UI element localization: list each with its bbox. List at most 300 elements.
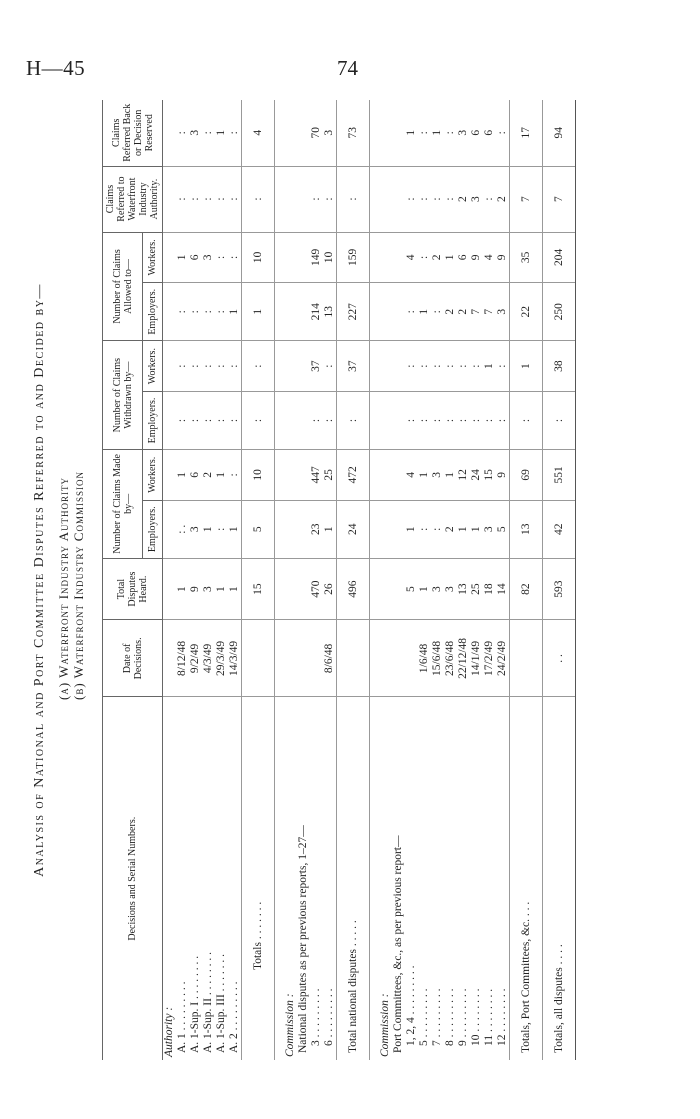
cell-withdrawn-employers: : — [189, 391, 202, 449]
cell-allowed-workers — [370, 232, 380, 283]
cell-total: 13 — [457, 558, 470, 620]
cell-withdrawn-employers: : — [496, 391, 510, 449]
cell-total: 5 — [405, 558, 418, 620]
cell-withdrawn-employers: : — [418, 391, 431, 449]
cell-made-workers: 1 — [444, 450, 457, 501]
header-allowed-employers: Employers. — [143, 283, 163, 341]
cell-made-workers — [163, 450, 177, 501]
header-made-employers: Employers. — [143, 500, 163, 558]
cell-withdrawn-employers — [275, 391, 285, 449]
cell-referred: : — [337, 166, 370, 232]
cell-withdrawn-employers — [379, 391, 392, 449]
cell-decision — [370, 697, 380, 1060]
subtitle-commission: (b) Waterfront Industry Commission — [71, 471, 86, 700]
table-total-row — [510, 100, 543, 1060]
cell-made-employers: 3 — [189, 500, 202, 558]
cell-allowed-employers: : — [215, 283, 228, 341]
cell-back: 3 — [457, 100, 470, 166]
cell-allowed-workers — [379, 232, 392, 283]
cell-withdrawn-workers — [284, 341, 297, 392]
cell-allowed-employers: 22 — [510, 283, 543, 341]
cell-withdrawn-workers: : — [496, 341, 510, 392]
cell-made-workers: 69 — [510, 450, 543, 501]
cell-total: 1 — [418, 558, 431, 620]
cell-total: 470 — [310, 558, 323, 620]
cell-withdrawn-workers — [275, 341, 285, 392]
section-heading-row — [379, 100, 392, 1060]
cell-date — [392, 620, 405, 697]
cell-withdrawn-employers: : — [444, 391, 457, 449]
cell-total — [284, 558, 297, 620]
cell-date: 29/3/49 — [215, 620, 228, 697]
table-row — [323, 100, 337, 1060]
cell-withdrawn-employers: : — [323, 391, 337, 449]
spacer-row — [370, 100, 380, 1060]
cell-total: 496 — [337, 558, 370, 620]
cell-total: 3 — [202, 558, 215, 620]
cell-decision: 6 . . . . . . . . . — [323, 988, 335, 1046]
table-row — [444, 100, 457, 1060]
cell-made-employers: 5 — [242, 500, 275, 558]
cell-withdrawn-employers: : — [510, 391, 543, 449]
cell-decision: 9 . . . . . . . . . — [457, 988, 469, 1046]
cell-date: 14/1/49 — [470, 620, 483, 697]
cell-allowed-workers: 10 — [242, 232, 275, 283]
cell-decision: Commission : — [284, 993, 296, 1057]
cell-made-employers: 24 — [337, 500, 370, 558]
cell-withdrawn-workers: : — [418, 341, 431, 392]
cell-withdrawn-employers: : — [457, 391, 470, 449]
cell-date: 17/2/49 — [483, 620, 496, 697]
table-row — [496, 100, 510, 1060]
cell-date: 4/3/49 — [202, 620, 215, 697]
cell-withdrawn-workers: 37 — [310, 341, 323, 392]
section-heading-row — [284, 100, 297, 1060]
cell-withdrawn-employers — [297, 391, 310, 449]
cell-back: : — [176, 100, 189, 166]
cell-total: 18 — [483, 558, 496, 620]
cell-made-employers: 23 — [310, 500, 323, 558]
cell-withdrawn-employers: : — [470, 391, 483, 449]
cell-made-workers: 4 — [405, 450, 418, 501]
cell-date: 15/6/48 — [431, 620, 444, 697]
spacer-row — [275, 100, 285, 1060]
cell-total: 25 — [470, 558, 483, 620]
cell-date: 1/6/48 — [418, 620, 431, 697]
cell-withdrawn-employers — [284, 391, 297, 449]
cell-made-employers: 13 — [510, 500, 543, 558]
cell-date — [297, 620, 310, 697]
cell-made-employers: 1 — [228, 500, 242, 558]
cell-total: 82 — [510, 558, 543, 620]
cell-total: 593 — [543, 558, 576, 620]
cell-made-workers: 472 — [337, 450, 370, 501]
cell-withdrawn-workers: : — [215, 341, 228, 392]
cell-withdrawn-employers — [392, 391, 405, 449]
cell-withdrawn-employers: : — [405, 391, 418, 449]
cell-total — [163, 558, 177, 620]
cell-date — [310, 620, 323, 697]
cell-made-employers: 42 — [543, 500, 576, 558]
cell-made-employers: 1 — [470, 500, 483, 558]
cell-referred — [163, 166, 177, 232]
cell-referred: : — [228, 166, 242, 232]
header-withdrawn-employers: Employers. — [143, 391, 163, 449]
table-row — [405, 100, 418, 1060]
cell-decision: 7 . . . . . . . . . — [431, 988, 443, 1046]
cell-date — [337, 620, 370, 697]
table-row — [228, 100, 242, 1060]
cell-allowed-employers: : — [189, 283, 202, 341]
cell-withdrawn-workers: 1 — [510, 341, 543, 392]
table-row — [392, 100, 405, 1060]
cell-total — [275, 558, 285, 620]
cell-allowed-employers: 214 — [310, 283, 323, 341]
table-title: Analysis of National and Port Committee Disputes Referred to and Decided by— — [32, 283, 47, 877]
cell-withdrawn-workers: : — [457, 341, 470, 392]
table-row — [176, 100, 189, 1060]
cell-allowed-workers: 3 — [202, 232, 215, 283]
cell-back: 4 — [242, 100, 275, 166]
cell-total — [392, 558, 405, 620]
cell-withdrawn-workers: : — [431, 341, 444, 392]
cell-back — [392, 100, 405, 166]
cell-date — [242, 620, 275, 697]
cell-made-employers — [163, 500, 177, 558]
header-made: Number of Claims Made by— — [103, 450, 143, 559]
cell-decision: Totals, all disputes . . . . — [543, 697, 576, 1060]
cell-back: 70 — [310, 100, 323, 166]
cell-allowed-workers: : — [418, 232, 431, 283]
table-row — [310, 100, 323, 1060]
cell-back: 3 — [189, 100, 202, 166]
cell-withdrawn-workers: : — [323, 341, 337, 392]
cell-made-employers: 3 — [483, 500, 496, 558]
cell-withdrawn-workers — [392, 341, 405, 392]
table-row — [470, 100, 483, 1060]
cell-decision: Commission : — [379, 993, 391, 1057]
table-row — [189, 100, 202, 1060]
cell-allowed-workers: 149 — [310, 232, 323, 283]
cell-made-workers — [284, 450, 297, 501]
cell-decision: 10 . . . . . . . . — [470, 988, 482, 1046]
cell-date: . . — [543, 620, 576, 697]
cell-referred — [379, 166, 392, 232]
cell-date: 22/12/48 — [457, 620, 470, 697]
cell-referred: : — [310, 166, 323, 232]
cell-decision: A. 1-Sup. I . . . . . . . . — [189, 955, 201, 1053]
cell-withdrawn-employers: : — [431, 391, 444, 449]
cell-allowed-employers — [392, 283, 405, 341]
cell-allowed-employers — [163, 283, 177, 341]
cell-back: : — [418, 100, 431, 166]
header-allowed: Number of Claims Allowed to— — [103, 232, 143, 341]
cell-allowed-workers — [163, 232, 177, 283]
cell-allowed-workers: 10 — [323, 232, 337, 283]
cell-decision: 5 . . . . . . . . . — [418, 988, 430, 1046]
cell-made-employers — [392, 500, 405, 558]
cell-allowed-employers: 250 — [543, 283, 576, 341]
cell-date: 14/3/49 — [228, 620, 242, 697]
cell-decision: A. 1-Sup. II . . . . . . . . — [202, 952, 214, 1053]
table-row — [483, 100, 496, 1060]
table-row — [457, 100, 470, 1060]
cell-made-employers: : — [418, 500, 431, 558]
header-back: Claims Referred Back or Decision Reserved — [103, 100, 163, 166]
cell-allowed-employers — [379, 283, 392, 341]
cell-date: 9/2/49 — [189, 620, 202, 697]
table-row — [215, 100, 228, 1060]
cell-date: 8/6/48 — [323, 620, 337, 697]
cell-made-workers: 10 — [242, 450, 275, 501]
cell-withdrawn-workers: : — [470, 341, 483, 392]
cell-total: 1 — [228, 558, 242, 620]
cell-decision: 12 . . . . . . . . — [496, 988, 508, 1046]
cell-made-workers — [392, 450, 405, 501]
cell-decision: A. 2 . . . . . . . . . — [228, 981, 240, 1053]
cell-allowed-workers — [275, 232, 285, 283]
cell-back: 73 — [337, 100, 370, 166]
header-referred: Claims Referred to Waterfront Industry Authority. — [103, 166, 163, 232]
cell-allowed-workers: 4 — [483, 232, 496, 283]
cell-withdrawn-employers: : — [310, 391, 323, 449]
cell-allowed-employers: 227 — [337, 283, 370, 341]
cell-made-workers: 2 — [202, 450, 215, 501]
cell-withdrawn-workers: 1 — [483, 341, 496, 392]
cell-made-workers: 9 — [496, 450, 510, 501]
cell-allowed-employers: : — [202, 283, 215, 341]
cell-made-employers: 1 — [405, 500, 418, 558]
cell-referred: : — [405, 166, 418, 232]
cell-withdrawn-workers: : — [176, 341, 189, 392]
rotated-table-page — [10, 100, 620, 1060]
cell-referred: : — [418, 166, 431, 232]
header-withdrawn-workers: Workers. — [143, 341, 163, 392]
cell-back: 17 — [510, 100, 543, 166]
cell-back: 6 — [483, 100, 496, 166]
cell-made-workers: : — [228, 450, 242, 501]
cell-total: 1 — [176, 558, 189, 620]
cell-decision: National disputes as per previous reports, 1–27— — [297, 825, 309, 1053]
table-total-row — [543, 100, 576, 1060]
cell-referred — [392, 166, 405, 232]
cell-back: 1 — [215, 100, 228, 166]
cell-allowed-workers: 159 — [337, 232, 370, 283]
cell-made-workers: 12 — [457, 450, 470, 501]
cell-decision: Port Committees, &c., as per previous report— — [392, 835, 404, 1053]
cell-made-employers — [379, 500, 392, 558]
cell-back: : — [496, 100, 510, 166]
cell-withdrawn-workers: : — [242, 341, 275, 392]
cell-withdrawn-employers: : — [543, 391, 576, 449]
cell-allowed-workers: 6 — [457, 232, 470, 283]
subtitle-authority: (a) Waterfront Industry Authority — [56, 477, 71, 700]
cell-made-workers: 15 — [483, 450, 496, 501]
cell-withdrawn-workers — [370, 341, 380, 392]
cell-made-workers: 551 — [543, 450, 576, 501]
cell-referred — [370, 166, 380, 232]
cell-decision: 1, 2, 4 . . . . . . . . . — [405, 965, 417, 1046]
cell-date — [163, 620, 177, 697]
cell-allowed-employers — [284, 283, 297, 341]
cell-total: 3 — [444, 558, 457, 620]
cell-made-employers: : . — [176, 500, 189, 558]
cell-made-employers — [275, 500, 285, 558]
cell-allowed-employers — [297, 283, 310, 341]
cell-withdrawn-workers: : — [202, 341, 215, 392]
cell-allowed-workers: : — [228, 232, 242, 283]
cell-referred: : — [444, 166, 457, 232]
cell-referred: : — [215, 166, 228, 232]
cell-withdrawn-employers: : — [176, 391, 189, 449]
cell-allowed-workers: 9 — [470, 232, 483, 283]
cell-referred: 7 — [510, 166, 543, 232]
cell-referred: : — [189, 166, 202, 232]
cell-back — [284, 100, 297, 166]
cell-total: 15 — [242, 558, 275, 620]
cell-back — [163, 100, 177, 166]
cell-decision: Totals . . . . . . . — [242, 697, 275, 1060]
cell-withdrawn-employers: : — [242, 391, 275, 449]
cell-allowed-employers: : — [431, 283, 444, 341]
header-allowed-workers: Workers. — [143, 232, 163, 283]
cell-decision: 3 . . . . . . . . . — [310, 988, 322, 1046]
cell-total: 9 — [189, 558, 202, 620]
cell-back — [379, 100, 392, 166]
cell-withdrawn-workers — [163, 341, 177, 392]
cell-made-workers — [379, 450, 392, 501]
cell-allowed-employers: 3 — [496, 283, 510, 341]
cell-allowed-employers: : — [176, 283, 189, 341]
cell-made-employers — [284, 500, 297, 558]
cell-back: 6 — [470, 100, 483, 166]
cell-made-workers: 6 — [189, 450, 202, 501]
cell-referred: 7 — [543, 166, 576, 232]
cell-made-employers: 1 — [457, 500, 470, 558]
cell-decision — [275, 697, 285, 1060]
cell-allowed-workers: 1 — [176, 232, 189, 283]
cell-withdrawn-employers: : — [228, 391, 242, 449]
cell-total — [297, 558, 310, 620]
cell-total: 3 — [431, 558, 444, 620]
cell-withdrawn-workers: 38 — [543, 341, 576, 392]
cell-allowed-workers — [284, 232, 297, 283]
cell-allowed-employers: 13 — [323, 283, 337, 341]
table-row — [202, 100, 215, 1060]
cell-decision: 8 . . . . . . . . . — [444, 988, 456, 1046]
table-total-row — [337, 100, 370, 1060]
cell-made-employers: 2 — [444, 500, 457, 558]
cell-decision: 11 . . . . . . . . — [483, 988, 495, 1046]
cell-decision: A. 1-Sup. III . . . . . . . — [215, 953, 227, 1053]
cell-made-employers: : — [431, 500, 444, 558]
cell-made-employers: : — [215, 500, 228, 558]
cell-allowed-employers — [275, 283, 285, 341]
cell-withdrawn-employers — [370, 391, 380, 449]
cell-made-workers: 25 — [323, 450, 337, 501]
cell-total: 14 — [496, 558, 510, 620]
cell-allowed-workers — [392, 232, 405, 283]
cell-allowed-employers: : — [405, 283, 418, 341]
header-made-workers: Workers. — [143, 450, 163, 501]
section-heading-row — [163, 100, 177, 1060]
cell-date — [405, 620, 418, 697]
cell-allowed-workers: 1 — [444, 232, 457, 283]
table-row — [431, 100, 444, 1060]
cell-allowed-workers: : — [215, 232, 228, 283]
cell-allowed-employers: 7 — [470, 283, 483, 341]
cell-made-workers — [370, 450, 380, 501]
cell-made-workers: 24 — [470, 450, 483, 501]
table-total-row — [242, 100, 275, 1060]
cell-made-employers — [370, 500, 380, 558]
cell-back — [275, 100, 285, 166]
cell-allowed-employers: 1 — [228, 283, 242, 341]
cell-withdrawn-workers — [379, 341, 392, 392]
header-decisions: Decisions and Serial Numbers. — [103, 697, 163, 1060]
cell-referred: : — [176, 166, 189, 232]
cell-date — [284, 620, 297, 697]
cell-date — [379, 620, 392, 697]
cell-allowed-workers: 35 — [510, 232, 543, 283]
cell-withdrawn-workers — [297, 341, 310, 392]
cell-date: 8/12/48 — [176, 620, 189, 697]
cell-back: 1 — [431, 100, 444, 166]
cell-referred: 2 — [457, 166, 470, 232]
cell-back: : — [444, 100, 457, 166]
cell-decision: Totals, Port Committees, &c. . . . — [510, 697, 543, 1060]
cell-date — [370, 620, 380, 697]
cell-decision: Total national disputes . . . . . — [337, 697, 370, 1060]
cell-allowed-workers: 6 — [189, 232, 202, 283]
cell-date — [510, 620, 543, 697]
cell-withdrawn-employers: : — [202, 391, 215, 449]
cell-back: : — [228, 100, 242, 166]
cell-total: 26 — [323, 558, 337, 620]
cell-made-workers — [275, 450, 285, 501]
header-withdrawn: Number of Claims Withdrawn by— — [103, 341, 143, 450]
cell-referred — [284, 166, 297, 232]
cell-allowed-employers — [370, 283, 380, 341]
header-total: Total Disputes Heard. — [103, 558, 163, 620]
cell-withdrawn-workers: : — [405, 341, 418, 392]
page-number: 74 — [337, 56, 358, 80]
cell-back: : — [202, 100, 215, 166]
disputes-table — [102, 100, 576, 1060]
cell-allowed-employers: 2 — [444, 283, 457, 341]
cell-referred: : — [202, 166, 215, 232]
cell-allowed-workers: 4 — [405, 232, 418, 283]
cell-referred — [275, 166, 285, 232]
cell-made-workers: 1 — [418, 450, 431, 501]
cell-allowed-employers: 7 — [483, 283, 496, 341]
cell-decision: A. 1 . . . . . . . . . — [176, 981, 188, 1053]
table-titles — [10, 100, 90, 1060]
cell-made-workers: 447 — [310, 450, 323, 501]
cell-total: 1 — [215, 558, 228, 620]
cell-withdrawn-employers: : — [215, 391, 228, 449]
cell-date: 24/2/49 — [496, 620, 510, 697]
cell-made-workers: 1 — [176, 450, 189, 501]
cell-referred: 2 — [496, 166, 510, 232]
cell-withdrawn-workers: 37 — [337, 341, 370, 392]
cell-made-employers: 1 — [202, 500, 215, 558]
cell-withdrawn-employers: : — [483, 391, 496, 449]
cell-referred: : — [483, 166, 496, 232]
cell-made-workers: 1 — [215, 450, 228, 501]
cell-made-workers — [297, 450, 310, 501]
cell-total — [370, 558, 380, 620]
